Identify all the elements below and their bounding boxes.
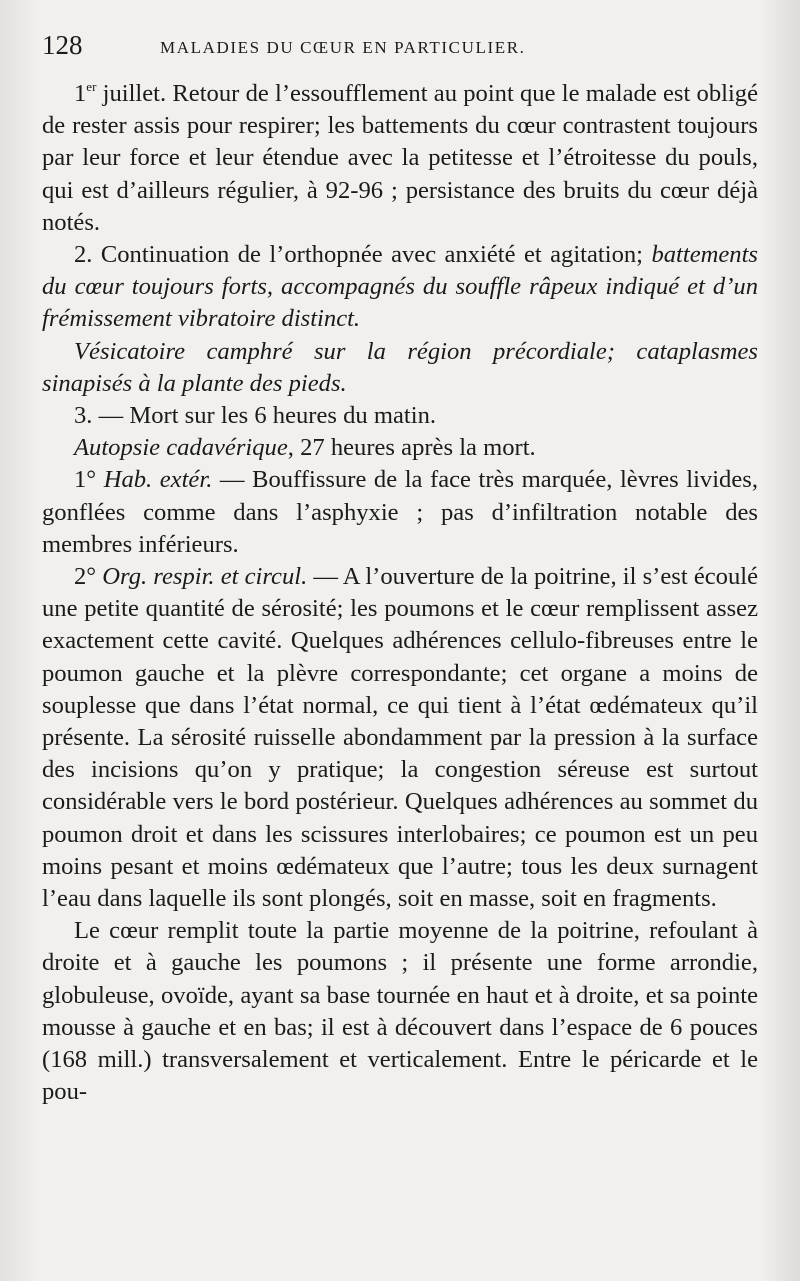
paragraph-org-respir	[42, 561, 758, 915]
italic-text: Org. respir. et circul.	[102, 563, 308, 591]
page-number: 128	[42, 30, 83, 60]
paragraph-juillet-3: 3. — Mort sur les 6 heures du matin.	[74, 402, 437, 430]
section-number: 1°	[74, 466, 97, 494]
paragraph-treatment: Vésicatoire camphré sur la région précordiale; cataplasmes sinapisés à la plante des pieds.	[42, 337, 758, 397]
paragraph-juillet-2	[42, 239, 758, 336]
section-number: 2°	[74, 563, 97, 591]
paragraph-autopsie	[42, 432, 758, 464]
italic-text: Autopsie cadavérique	[74, 434, 288, 462]
day-superscript: er	[86, 79, 97, 94]
paragraph-text: 2. Continuation de l’orthopnée avec anxiété et agitation;	[74, 241, 644, 269]
paragraph-text: , 27 heures après la mort.	[287, 434, 536, 462]
day-number: 1	[74, 80, 87, 107]
italic-text: Hab. extér.	[103, 466, 213, 494]
paragraph-juillet-1	[42, 78, 758, 239]
running-head: MALADIES DU CŒUR EN PARTICULIER.	[160, 38, 526, 57]
paragraph-text: — A l’ouverture de la poitrine, il s’est écoulé une petite quantité de sérosité; les poumons et le cœur remplissent assez exactement cette cavité. Quelques adhérences cellulo-fibreuses entre le poumon gauche et la plèvre correspondante; cet organe a moins de souplesse que dans l’état normal, ce qui tient à l’état œdémateux qu’il présente. La sérosité ruisselle abondamment par la pression à la surface des incisions qu’on y pratique; la congestion séreuse est surtout considérable vers le bord postérieur. Quelques adhérences au sommet du poumon droit et dans les scissures interlobaires; ce poumon est un peu moins pesant et moins œdémateux que l’autre; tous les deux surnagent l’eau dans laquelle ils sont plongés, soit en masse, soit en fragments.	[42, 563, 758, 913]
paragraph-text: — Bouffissure de la face très marquée, lèvres livides, gonflées comme dans l’asphyxie ; pas d’infiltration notable des membres inférieurs.	[42, 466, 758, 558]
page-header	[42, 30, 758, 66]
page-body	[42, 78, 758, 1109]
paragraph-hab-exter	[42, 464, 758, 561]
paragraph-text: juillet. Retour de l’essoufflement au point que le malade est obligé de rester assis pour respirer; les battements du cœur contrastent toujours par leur force et leur étendue avec la petitesse et l’étroitesse du pouls, qui est d’ailleurs régulier, à 92-96 ; persistance des bruits du cœur déjà notés.	[42, 80, 758, 236]
paragraph-coeur: Le cœur remplit toute la partie moyenne de la poitrine, refoulant à droite et à gauche les poumons ; il présente une forme arrondie, globuleuse, ovoïde, ayant sa base tournée en haut et à droite, et sa pointe mousse à gauche et en bas; il est à découvert dans l’espace de 6 pouces (168 mill.) transversalement et verticalement. Entre le péricarde et le pou-	[42, 917, 758, 1106]
italic-text: battements du cœur toujours forts, accompagnés du souffle râpeux indiqué et d’un frémissement vibratoire distinct.	[42, 241, 758, 333]
